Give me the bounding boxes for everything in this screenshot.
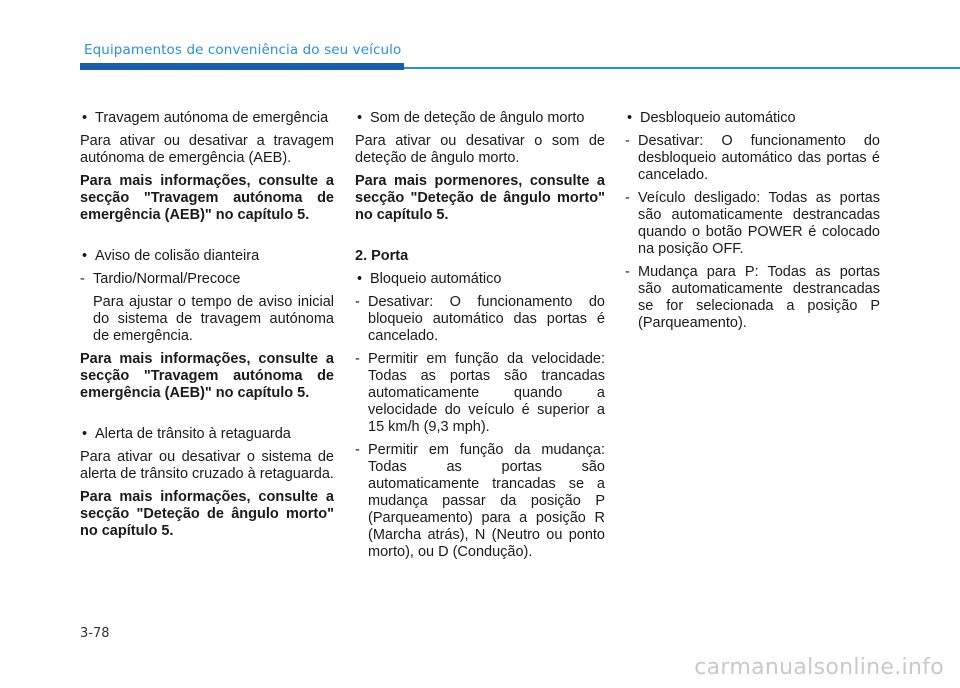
watermark: carmanualsonline.info [694,655,944,680]
bsd-description: Para ativar ou desativar o som de deteção de ângulo morto. [355,133,605,166]
column-1 [80,110,334,540]
fcw-title: • Aviso de colisão dianteira [80,248,334,265]
header-rule [404,67,960,69]
rcta-description: Para ativar ou desativar o sistema de alerta de trânsito cruzado à retaguarda. [80,449,334,482]
fcw-option: - Tardio/Normal/Precoce [80,271,241,287]
column-2 [355,110,605,561]
autolock-option: - Desativar: O funcionamento do bloqueio automático das portas é cancelado. [355,294,605,344]
autounlock-option: - Mudança para P: Todas as portas são automaticamente destrancadas se for selecionada a posição P (Parqueamento). [625,264,880,331]
autolock-option-text: Permitir em função da mudança: Todas as portas são automaticamente trancadas se a mudança passar da posição P (Parqueamento) para a posição R (Marcha atrás), N (Neutro ou ponto morto), ou D (Condução). [368,442,605,560]
fcw-description: Para ajustar o tempo de aviso inicial do sistema de travagem autónoma de emergência. [93,294,334,344]
autounlock-option-text: Desativar: O funcionamento do desbloqueio automático das portas é cancelado. [638,133,880,183]
bsd-title: • Som de deteção de ângulo morto [355,110,605,127]
aeb-title: • Travagem autónoma de emergência [80,110,334,127]
aeb-reference: Para mais informações, consulte a secção "Travagem autónoma de emergência (AEB)" no capítulo 5. [80,173,334,223]
column-3 [625,110,880,332]
rcta-reference: Para mais informações, consulte a secção "Deteção de ângulo morto" no capítulo 5. [80,489,334,539]
autolock-title: • Bloqueio automático [355,271,605,288]
page-number: 3-78 [80,626,110,641]
autounlock-option: - Desativar: O funcionamento do desbloqueio automático das portas é cancelado. [625,133,880,183]
header-accent-block [80,63,404,70]
autounlock-option-text: Veículo desligado: Todas as portas são automaticamente destrancadas quando o botão POWER é colocado na posição OFF. [638,190,880,257]
autounlock-option: - Veículo desligado: Todas as portas são automaticamente destrancadas quando o botão POWER é colocado na posição OFF. [625,190,880,257]
autolock-option: - Permitir em função da velocidade: Todas as portas são trancadas automaticamente quando a velocidade do veículo é superior a 15 km/h (9,3 mph). [355,351,605,435]
rcta-title: • Alerta de trânsito à retaguarda [80,426,334,443]
autounlock-option-text: Mudança para P: Todas as portas são automaticamente destrancadas se for selecionada a posição P (Parqueamento). [638,264,880,331]
door-heading: 2. Porta [355,248,409,264]
autolock-option-text: Desativar: O funcionamento do bloqueio automático das portas é cancelado. [368,294,605,344]
aeb-description: Para ativar ou desativar a travagem autónoma de emergência (AEB). [80,133,334,166]
section-header-title: Equipamentos de conveniência do seu veículo [84,42,402,58]
autolock-option: - Permitir em função da mudança: Todas as portas são automaticamente trancadas se a mudança passar da posição P (Parqueamento) para a posição R (Marcha atrás), N (Neutro ou ponto morto), ou D (Condução). [355,442,605,560]
fcw-reference: Para mais informações, consulte a secção "Travagem autónoma de emergência (AEB)" no capítulo 5. [80,351,334,401]
bsd-reference: Para mais pormenores, consulte a secção "Deteção de ângulo morto" no capítulo 5. [355,173,605,223]
autounlock-title: • Desbloqueio automático [625,110,880,127]
fcw-option-text: Tardio/Normal/Precoce [93,271,241,287]
autolock-option-text: Permitir em função da velocidade: Todas as portas são trancadas automaticamente quando a velocidade do veículo é superior a 15 km/h (9,3 mph). [368,351,605,435]
